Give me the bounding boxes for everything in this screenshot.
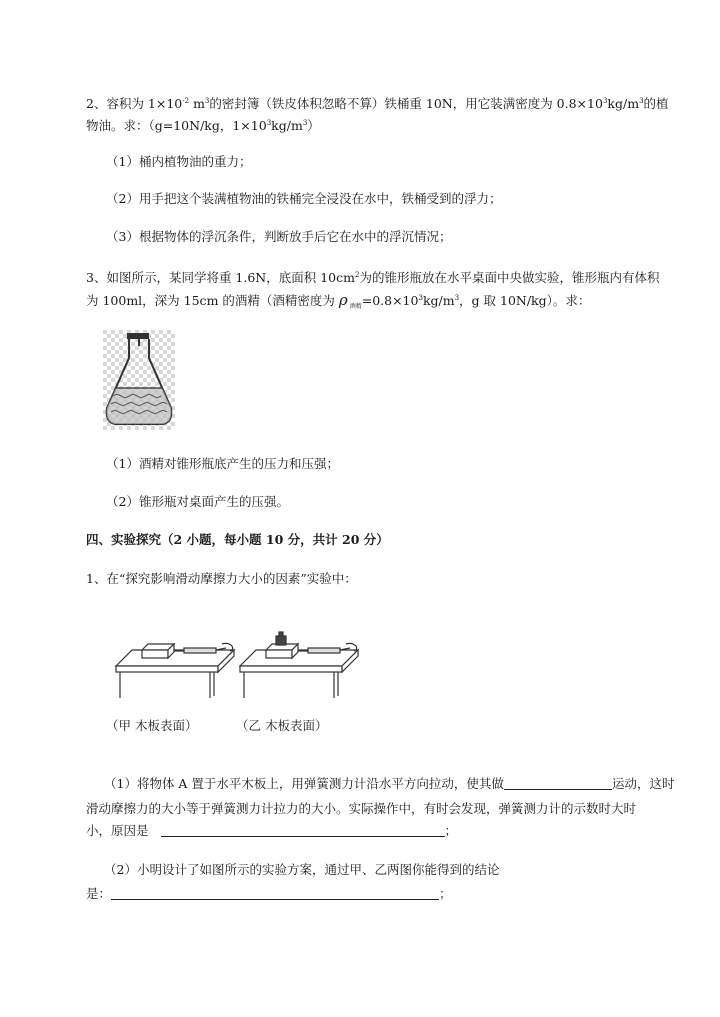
section-heading: 四、实验探究（2 小题，每小题 10 分，共计 20 分） [86,532,389,547]
exp1-p1-line3: 小，原因是 ； [86,823,458,838]
exp1-p2-line2: 是： ； [86,886,452,901]
blank-motion-type[interactable] [504,777,612,790]
conical-flask-figure [103,330,175,430]
spring-scale-yi [308,648,340,653]
weight-icon [276,636,286,645]
exp1-p1-line1: （1）将物体 A 置于水平木板上，用弹簧测力计沿水平方向拉动，使其做 运动，这时 [104,776,675,791]
blank-conclusion[interactable] [111,887,439,900]
exp1-p2-line1: （2）小明设计了如图所示的实验方案，通过甲、乙两图你能得到的结论 [104,862,500,877]
figure-yi-board [240,632,358,698]
caption-yi: （乙 木板表面） [236,718,328,733]
q2-line2: 物油。求：（g=10N/kg，$1\times 10^3kg/m^3$） [86,118,320,134]
spring-scale-jia [184,648,216,653]
q3-line2: 为 100ml，深为 15cm 的酒精（酒精密度为 ρ $_{酒精}=0.8\times 10^3kg/m^3$，g 取 10N/kg）。求： [86,291,591,311]
block-a-yi [266,644,298,658]
exp1-intro: 1、在“探究影响滑动摩擦力大小的因素”实验中： [86,571,357,586]
q2-sub3: （3）根据物体的浮沉条件，判断放手后它在水中的浮沉情况； [106,229,452,244]
exp1-p1-line2: 滑动摩擦力的大小等于弹簧测力计拉力的大小。实际操作中，有时会发现，弹簧测力计的示数时大时 [86,801,637,816]
figure-jia-board [116,643,234,698]
caption-jia: （甲 木板表面） [106,718,198,733]
q3-sub1: （1）酒精对锥形瓶底产生的压力和压强； [106,456,339,471]
friction-experiment-figure [114,624,360,702]
blank-reason[interactable] [161,824,445,837]
block-a-jia [142,644,174,658]
q3-line1: 3、如图所示，某同学将重 1.6N，底面积 $10cm^2$为的锥形瓶放在水平桌面中央做实验，锥形瓶内有体积 [86,270,660,286]
q3-sub2: （2）锥形瓶对桌面产生的压强。 [106,494,289,509]
q2-line1: 2、容积为 $1\times 10^{-2}$ $m^3$的密封簿（铁皮体积忽略不算）铁桶重 10N，用它装满密度为 $0.8\times 10^3kg/m^3$的植 [86,96,669,112]
q2-sub2: （2）用手把这个装满植物油的铁桶完全浸没在水中，铁桶受到的浮力； [106,191,502,206]
q2-sub1: （1）桶内植物油的重力； [106,154,252,169]
